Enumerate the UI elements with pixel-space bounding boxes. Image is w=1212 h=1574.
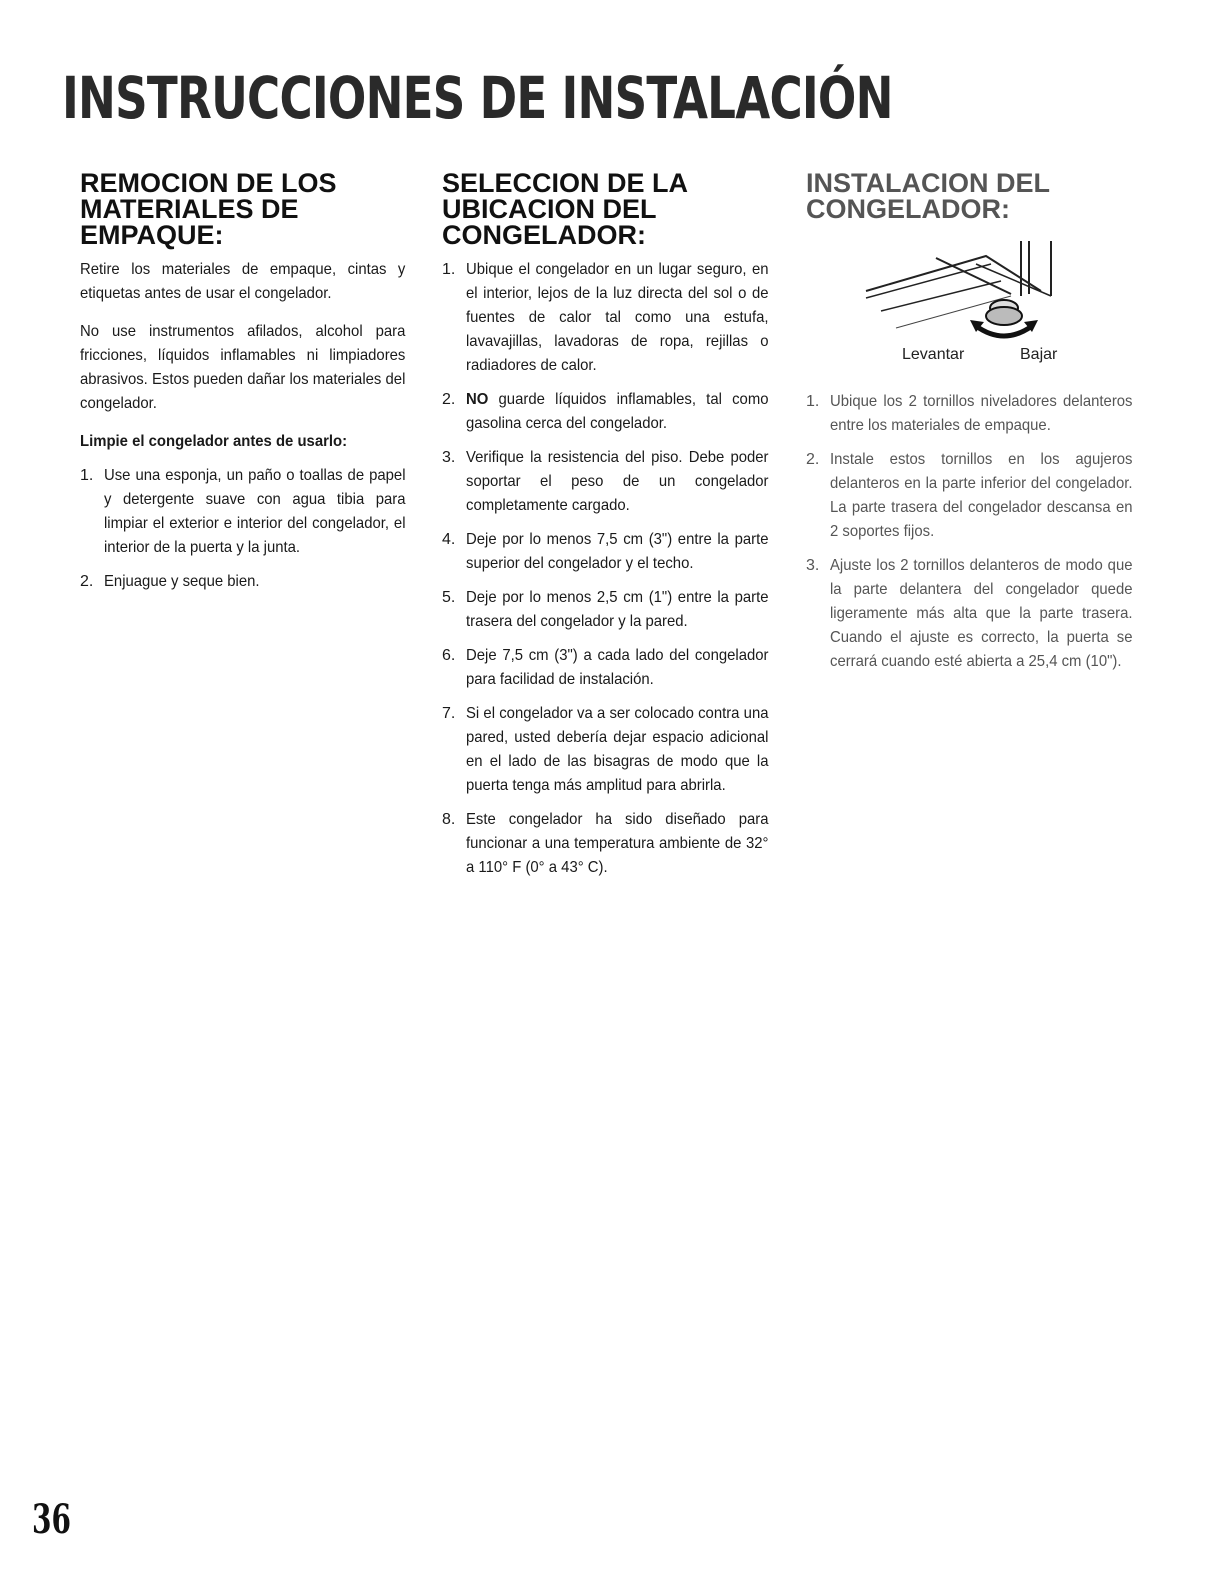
list-text: Use una esponja, un paño o toallas de papel y detergente suave con agua tibia para limpiar el exterior e interior del congelador, el interior de la puerta y la junta.	[104, 467, 406, 556]
list-number: 3.	[806, 557, 820, 574]
section-location	[442, 170, 770, 890]
section-installation	[806, 170, 1134, 684]
list-number: 1.	[806, 393, 820, 410]
raise-label: Levantar	[902, 346, 965, 363]
list-number: 5.	[442, 589, 456, 606]
list-number: 7.	[442, 705, 456, 722]
list-number: 4.	[442, 531, 456, 548]
section-heading: INSTALACION DEL CONGELADOR:	[806, 168, 1050, 224]
subheading: Limpie el congelador antes de usarlo:	[80, 433, 348, 450]
list-text-rest: guarde líquidos inflamables, tal como gasolina cerca del congelador.	[466, 391, 769, 432]
numbered-list	[442, 258, 770, 880]
list-number: 8.	[442, 811, 456, 828]
list-number: 2.	[80, 573, 94, 590]
list-text: Ajuste los 2 tornillos delanteros de modo que la parte delantera del congelador quede ligeramente más alta que la parte trasera. Cuando el ajuste es correcto, la puerta se cerrará cuando esté abierta a 25,4 cm (10").	[830, 557, 1133, 670]
list-item	[442, 586, 770, 634]
bold-word: NO	[466, 391, 489, 408]
list-text: Deje por lo menos 2,5 cm (1") entre la parte trasera del congelador y la pared.	[466, 589, 769, 630]
list-text	[466, 388, 768, 436]
list-text: Verifique la resistencia del piso. Debe poder soportar el peso de un congelador completamente cargado.	[466, 449, 769, 514]
list-item	[80, 570, 407, 594]
list-item	[806, 390, 1134, 438]
list-text: Si el congelador va a ser colocado contra una pared, usted debería dejar espacio adicional en el lado de las bisagras de modo que la puerta tenga más amplitud para abrirla.	[466, 705, 769, 794]
leveling-screw-figure	[806, 236, 1106, 376]
section-heading: REMOCION DE LOS MATERIALES DE EMPAQUE:	[80, 168, 337, 250]
list-item	[442, 258, 770, 378]
list-item	[442, 808, 770, 880]
list-item	[806, 448, 1134, 544]
list-item	[442, 644, 770, 692]
lower-label: Bajar	[1020, 346, 1058, 363]
list-text: Instale estos tornillos en los agujeros delanteros en la parte inferior del congelador. La parte trasera del congelador descansa en 2 soportes fijos.	[830, 451, 1133, 540]
numbered-list	[806, 390, 1134, 674]
list-text: Este congelador ha sido diseñado para funcionar a una temperatura ambiente de 32° a 110° F (0° a 43° C).	[466, 811, 769, 876]
list-item	[442, 528, 770, 576]
paragraph: Retire los materiales de empaque, cintas y etiquetas antes de usar el congelador.	[80, 261, 406, 302]
list-item	[442, 388, 770, 436]
leveling-screw-illustration	[826, 236, 1086, 346]
numbered-list	[80, 464, 407, 594]
list-item	[806, 554, 1134, 674]
list-number: 1.	[442, 261, 456, 278]
section-packing-removal	[80, 170, 407, 604]
list-text: Deje 7,5 cm (3") a cada lado del congelador para facilidad de instalación.	[466, 647, 769, 688]
page-title: INSTRUCCIONES DE INSTALACIÓN	[62, 64, 893, 132]
list-item	[442, 702, 770, 798]
section-heading: SELECCION DE LA UBICACION DEL CONGELADOR:	[442, 168, 688, 250]
list-number: 2.	[442, 391, 456, 408]
page-number: 36	[32, 1496, 71, 1543]
paragraph: No use instrumentos afilados, alcohol para fricciones, líquidos inflamables ni limpiadores abrasivos. Estos pueden dañar los materiales del congelador.	[80, 323, 406, 412]
list-number: 2.	[806, 451, 820, 468]
list-item	[442, 446, 770, 518]
list-text: Deje por lo menos 7,5 cm (3") entre la parte superior del congelador y el techo.	[466, 531, 769, 572]
list-number: 3.	[442, 449, 456, 466]
list-number: 1.	[80, 467, 94, 484]
list-text: Ubique el congelador en un lugar seguro, en el interior, lejos de la luz directa del sol o de fuentes de calor tal como una estufa, lavavajillas, lavadoras de ropa, rejillas o radiadores de calor.	[466, 261, 769, 374]
list-number: 6.	[442, 647, 456, 664]
list-text: Enjuague y seque bien.	[104, 573, 260, 590]
list-item	[80, 464, 407, 560]
list-text: Ubique los 2 tornillos niveladores delanteros entre los materiales de empaque.	[830, 393, 1133, 434]
